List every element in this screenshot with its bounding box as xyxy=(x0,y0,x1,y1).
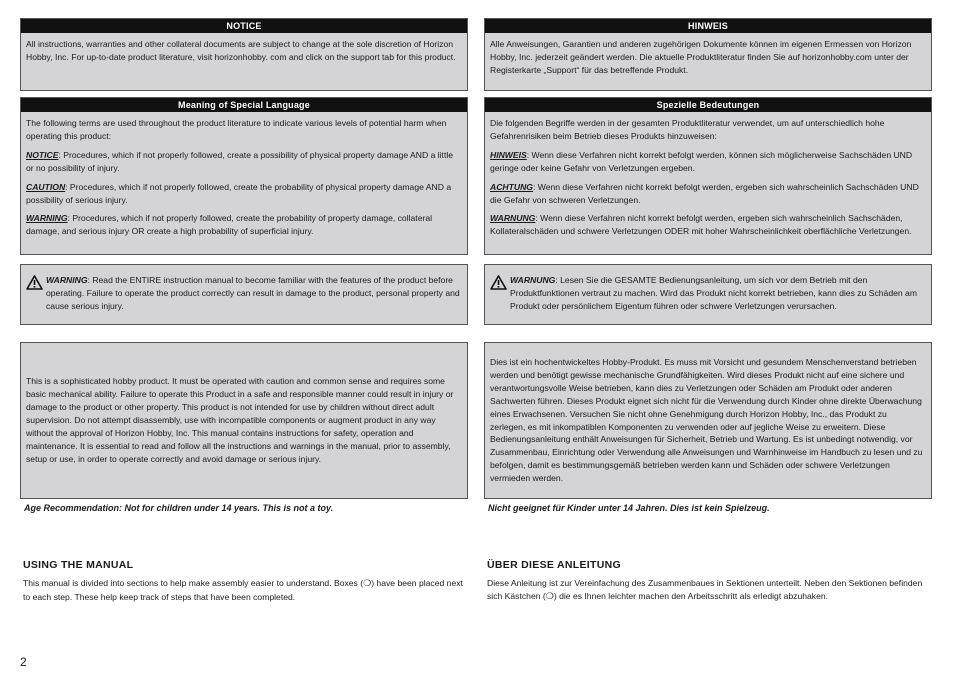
hinweis-title: HINWEIS xyxy=(485,19,931,33)
special-language-intro: The following terms are used throughout the product literature to indicate various levels of potential harm when operating this product: xyxy=(26,118,447,141)
warnung-text xyxy=(510,274,925,313)
special-language-title-de: Spezielle Bedeutungen xyxy=(485,98,931,112)
term-warning: WARNING xyxy=(26,213,68,224)
special-language-box-de xyxy=(484,97,932,255)
hobby-product-text-de: Dies ist ein hochentwickeltes Hobby-Produkt. Es muss mit Vorsicht und gesundem Menschenverstand betrieben werden und benötigt gewisse mechanische Grundfähigkeiten. Wird dieses Produkt nicht auf eine sichere und verantwortungsvolle Weise betrieben, kann dies zu Verletzungen oder Schäden am Produkt oder anderen Sachwerten führen. Dieses Produkt eignet sich nicht für die Verwendung durch Kinder ohne direkte Überwachung eines Erwachsenen. Versuchen Sie nicht ohne Genehmigung durch Horizon Hobby, Inc., das Produkt zu zerlegen, es mit inkompatiblen Komponenten zu verwenden oder auf jegliche Weise zu erweitern. Diese Bedienungsanleitung enthält Anweisungen für Sicherheit, Betrieb und Wartung. Es ist unbedingt notwendig, vor Zusammenbau, Einrichtung oder Verwendung alle Anweisungen und Warnhinweise im Handbuch zu lesen und zu befolgen, damit es bestimmungsgemäß betrieben werden kann und Schäden oder schwere Verletzungen vermieden werden. xyxy=(490,356,923,484)
notice-text: All instructions, warranties and other collateral documents are subject to change at the sole discretion of Horizon Hobby, Inc. For up-to-date product literature, visit horizonhobby. com and click on the support tab for this product. xyxy=(26,39,456,62)
section-heading-de: ÜBER DIESE ANLEITUNG xyxy=(487,559,621,571)
hobby-product-box xyxy=(20,342,468,499)
warning-triangle-icon xyxy=(26,274,46,294)
checkbox-circle-icon: ❍ xyxy=(545,592,554,603)
warning-box xyxy=(20,264,468,325)
notice-box xyxy=(20,18,468,91)
manual-text: ) die es Ihnen leichter machen den Arbeitsschritt als erledigt abzuhaken. xyxy=(553,591,829,602)
term-warnung: WARNUNG xyxy=(490,213,536,224)
warnung-body: : Lesen Sie die GESAMTE Bedienungsanleitung, um sich vor dem Betrieb mit den Produktfunktionen vertraut zu machen. Wird das Produkt nicht korrekt betrieben, kann dies zu Schäden am Produkt oder persönlichem Eigentum führen oder schwere Verletzungen verursachen. xyxy=(510,275,917,311)
hobby-product-box-de xyxy=(484,342,932,499)
age-recommendation: Age Recommendation: Not for children under 14 years. This is not a toy. xyxy=(24,503,334,513)
hobby-product-text: This is a sophisticated hobby product. It must be operated with caution and common sense and requires some basic mechanical ability. Failure to operate this Product in a safe and responsible manner could result in injury or damage to the product or other property. This product is not intended for use by children without direct adult supervision. Do not attempt disassembly, use with incompatible components or augment product in any way without the approval of Horizon Hobby, Inc. This manual contains instructions for safety, operation and maintenance. It is essential to read and follow all the instructions and warnings in the manual, prior to assembly, setup or use, in order to operate correctly and avoid damage or serious injury. xyxy=(26,376,454,464)
definition-text: : Procedures, which if not properly followed, create a possibility of physical property damage AND a little or no possibility of injury. xyxy=(26,149,454,173)
warning-triangle-icon xyxy=(490,274,510,294)
definition-warning xyxy=(26,212,461,238)
definition-text: : Wenn diese Verfahren nicht korrekt befolgt werden, ergeben sich wahrscheinlich Sachschäden, Kollateralschäden und schwere Verletzungen ODER mit hoher Wahrscheinlichkeit oberflächliche Verletzungen. xyxy=(490,213,912,237)
term-notice: NOTICE xyxy=(26,149,59,160)
definition-warnung xyxy=(490,212,925,238)
notice-title: NOTICE xyxy=(21,19,467,33)
section-heading: USING THE MANUAL xyxy=(23,559,134,571)
term-achtung: ACHTUNG xyxy=(490,181,533,192)
page-number: 2 xyxy=(20,655,27,669)
definition-hinweis xyxy=(490,149,925,175)
definition-caution xyxy=(26,181,461,207)
term-hinweis: HINWEIS xyxy=(490,149,527,160)
warnung-term: WARNUNG xyxy=(510,275,556,285)
warning-text xyxy=(46,274,461,313)
hinweis-text: Alle Anweisungen, Garantien und anderen zugehörigen Dokumente können im eigenen Ermessen von Horizon Hobby, Inc. jederzeit geändert werden. Die aktuelle Produktliteratur finden Sie auf horizonhobby.com unter der Registerkarte „Support“ für das betreffende Produkt. xyxy=(490,39,912,75)
special-language-box xyxy=(20,97,468,255)
special-language-title: Meaning of Special Language xyxy=(21,98,467,112)
manual-text: ) have been placed next to each step. These help keep track of steps that have been completed. xyxy=(23,578,463,603)
definition-text: : Procedures, which if not properly followed, create the probability of property damage, collateral damage, and serious injury OR create a high probability of superficial injury. xyxy=(26,213,433,237)
definition-achtung xyxy=(490,181,925,207)
special-language-intro-de: Die folgenden Begriffe werden in der gesamten Produktliteratur verwendet, um auf unterschiedlich hohe Gefahrenrisiken beim Betrieb dieses Produkts hinzuweisen: xyxy=(490,118,885,141)
warnung-box xyxy=(484,264,932,325)
manual-paragraph-de xyxy=(487,577,932,605)
definition-text: : Wenn diese Verfahren nicht korrekt befolgt werden, können sich möglicherweise Sachschäden UND geringe oder keine Gefahr von Verletzungen ergeben. xyxy=(490,149,913,173)
term-caution: CAUTION xyxy=(26,181,66,192)
definition-text: : Wenn diese Verfahren nicht korrekt befolgt werden, ergeben sich wahrscheinlich Sachschäden UND die Gefahr von schweren Verletzungen. xyxy=(490,181,919,205)
warning-term: WARNING xyxy=(46,275,88,285)
manual-text: Diese Anleitung ist zur Vereinfachung des Zusammenbaues in Sektionen unterteilt. Neben den Sektionen befinden sich Kästchen ( xyxy=(487,578,923,602)
hinweis-box xyxy=(484,18,932,91)
checkbox-circle-icon: ❍ xyxy=(363,579,372,589)
manual-paragraph xyxy=(23,577,468,605)
manual-text: This manual is divided into sections to help make assembly easier to understand. Boxes ( xyxy=(23,578,364,588)
warning-body: : Read the ENTIRE instruction manual to become familiar with the features of the product before operating. Failure to operate the product correctly can result in damage to the product, personal property and cause serious injury. xyxy=(46,275,460,311)
definition-text: : Procedures, which if not properly followed, create the probability of physical property damage AND a possibility of serious injury. xyxy=(26,181,452,205)
definition-notice xyxy=(26,149,461,175)
age-recommendation-de: Nicht geeignet für Kinder unter 14 Jahren. Dies ist kein Spielzeug. xyxy=(488,503,770,513)
